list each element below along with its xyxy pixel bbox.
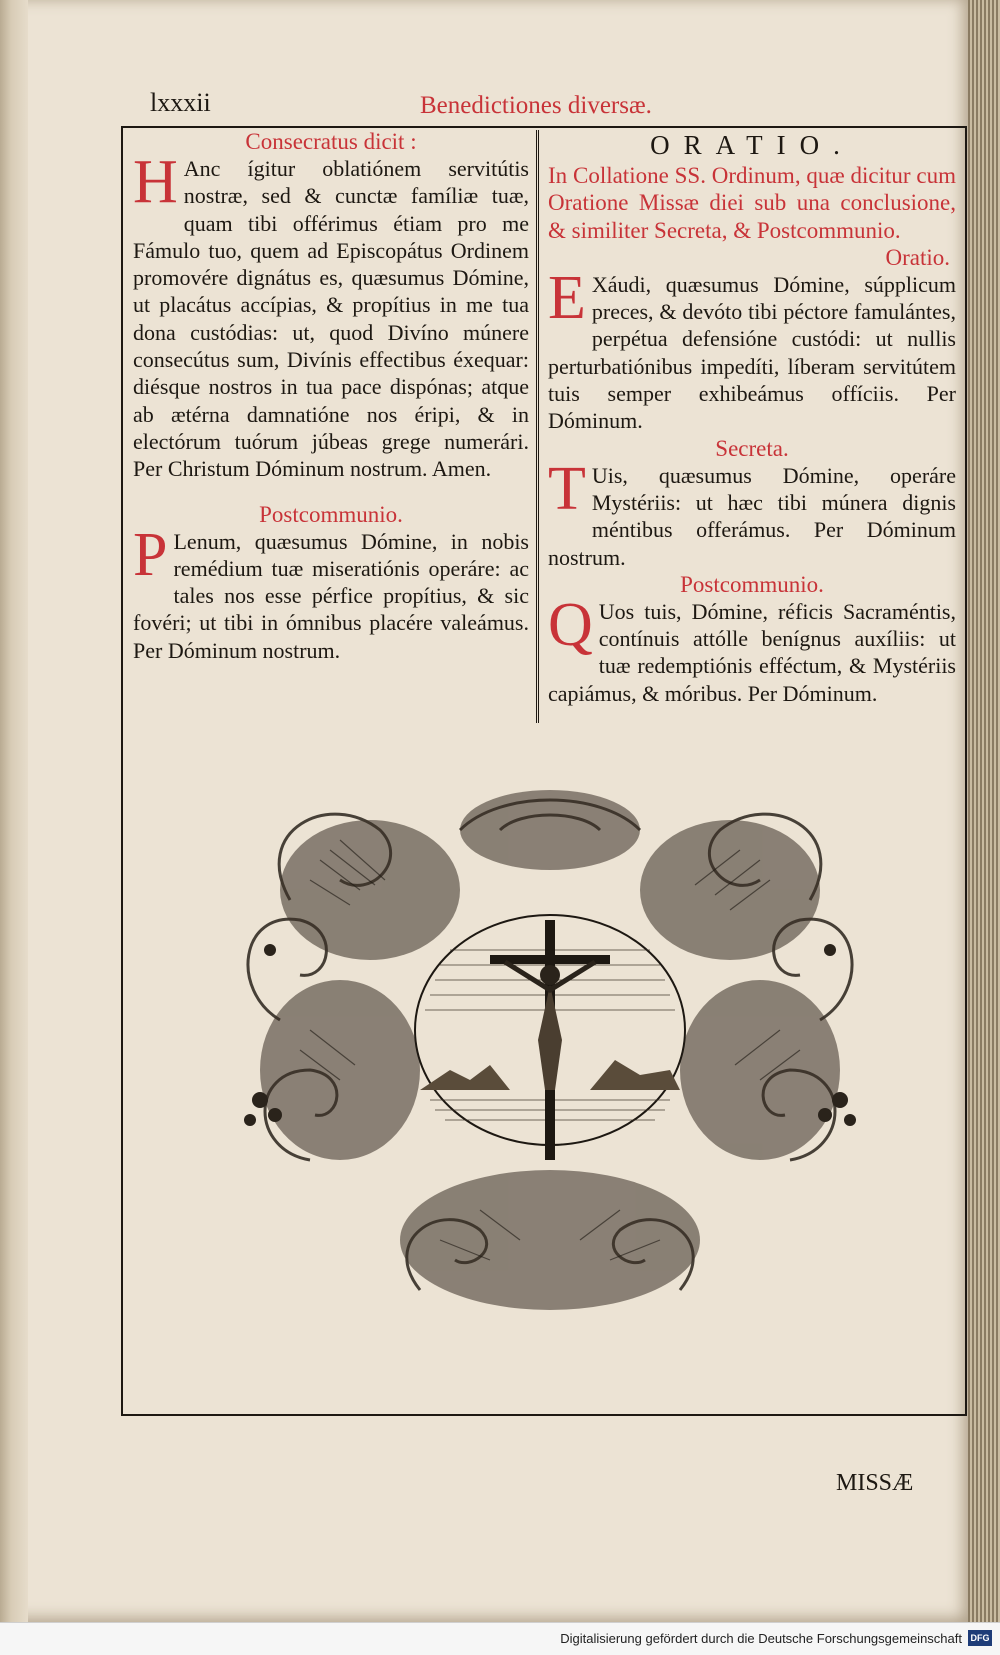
drop-cap-q: Q xyxy=(548,590,593,659)
rubric-postcommunio-right: Postcommunio. xyxy=(680,571,824,597)
drop-cap-t: T xyxy=(548,454,586,523)
right-column xyxy=(548,128,956,707)
running-title: Benedictiones diversæ. xyxy=(420,92,652,119)
rubric-secreta: Secreta. xyxy=(715,435,789,461)
prayer-plenum xyxy=(133,520,529,664)
drop-cap-h: H xyxy=(133,148,178,216)
prayer-quos xyxy=(548,590,956,707)
rubric-postcommunio-left: Postcommunio. xyxy=(259,501,403,527)
prayer-hanc-igitur xyxy=(133,148,529,483)
prayer-tuis xyxy=(548,454,956,571)
oratio-heading: ORATIO. xyxy=(650,130,854,160)
page-number: lxxxii xyxy=(150,88,211,117)
catchword: MISSÆ xyxy=(836,1470,914,1496)
prayer-tuis-text: Uis, quæsumus Dómine, operáre Mystériis: ut hæc tibi múnera dignis méntibus offerámus. Per Dóminum nostrum. xyxy=(548,462,956,570)
column-divider xyxy=(536,130,539,723)
rubric-collatione: In Collatione SS. Ordinum, quæ dicitur cum Oratione Missæ diei sub una conclusione, & similiter Secreta, & Postcommunio. xyxy=(548,163,956,243)
prayer-quos-text: Uos tuis, Dómine, réficis Sacraméntis, contínuis attólle benígnus auxíliis: ut tuæ redemptiónis efféctum, & Mystériis capiámus, & móribus. Per Dóminum. xyxy=(548,598,956,706)
left-column xyxy=(133,128,529,664)
prayer-hanc-igitur-text: Anc ígitur oblatiónem servitútis nostræ, sed & cunctæ famíliæ tuæ, quam tibi offérimus étiam pro me Fámulo tuo, quem ad Episcopátus Ordinem promovére dignátus es, quæsumus Dómine, ut placátus accípias, & propítius in me tua dona custódias: ut, quod Divíno múnere consecútus sum, Divínis effectibus éxequar: diésque nostros in tua pace dispónas; atque ab ætérna damnatióne nos éripi, & in electórum tuórum júbeas grege numerári. Per Christum Dóminum nostrum. Amen. xyxy=(133,156,529,482)
page-edges xyxy=(968,0,1000,1622)
prayer-plenum-text: Lenum, quæsumus Dómine, in nobis remédium tuæ miseratiónis operáre: ac tales nos esse pérfice propítius, & sic fovéri; ut tibi in ómnibus placére valeámus. Per Dóminum nostrum. xyxy=(133,528,529,663)
digitization-footer xyxy=(0,1622,1000,1655)
footer-credit: Digitalisierung gefördert durch die Deutsche Forschungsgemeinschaft xyxy=(560,1631,962,1646)
dfg-logo-icon: DFG xyxy=(968,1630,992,1646)
rubric-oratio: Oratio. xyxy=(885,244,950,270)
drop-cap-p: P xyxy=(133,520,168,589)
crucifix-vignette-icon xyxy=(220,770,880,1330)
prayer-exaudi-text: Xáudi, quæsumus Dómine, súpplicum preces, & devóto tibi péctore famulántes, perpétua defensióne custódi: ut nullis perturbatiónibus impedíti, líberam servitútem tuis semper exhibeámus offíciis. Per Dóminum. xyxy=(548,271,956,434)
prayer-exaudi xyxy=(548,263,956,435)
drop-cap-e: E xyxy=(548,263,586,332)
book-gutter xyxy=(0,0,28,1622)
rubric-consecratus: Consecratus dicit : xyxy=(245,129,417,154)
